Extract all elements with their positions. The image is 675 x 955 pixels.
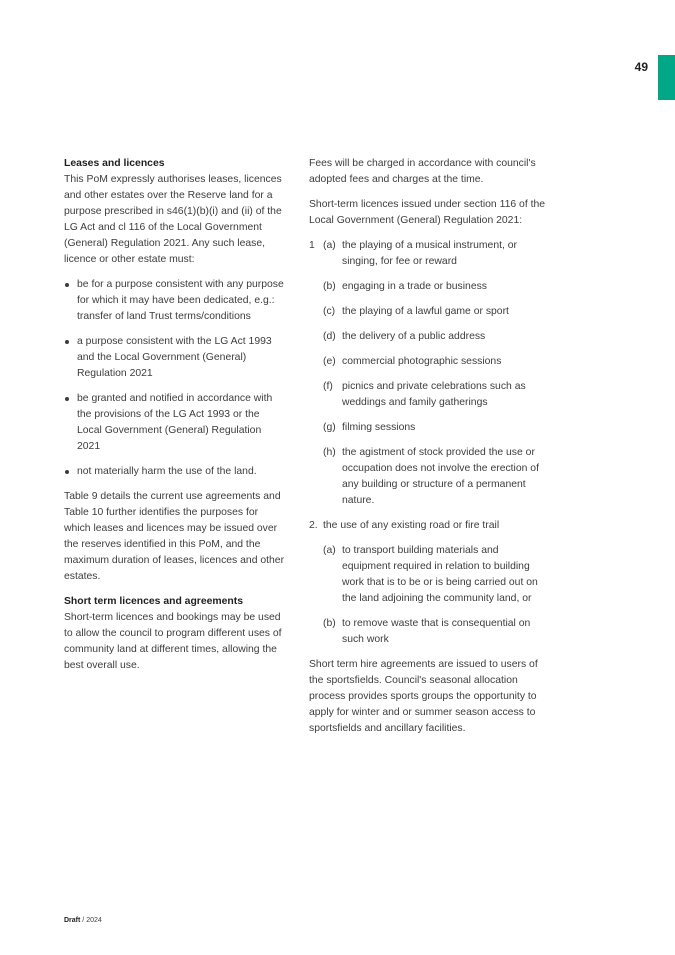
item-text: commercial photographic sessions bbox=[342, 356, 502, 367]
bullet-icon bbox=[65, 397, 69, 401]
item-label: (d) bbox=[323, 331, 336, 342]
item-text: the playing of a musical instrument, or singing, for fee or reward bbox=[342, 240, 517, 267]
item-text: to transport building materials and equipment required in relation to building work that is to be or is being carried out on the land adjoining the community land, or bbox=[342, 545, 538, 604]
leases-heading: Leases and licences bbox=[64, 158, 165, 169]
list-item bbox=[309, 329, 549, 345]
item-label: (g) bbox=[323, 422, 336, 433]
item-label: (a) bbox=[323, 545, 336, 556]
item-text: engaging in a trade or business bbox=[342, 281, 487, 292]
short-term-paragraph: Short-term licences and bookings may be used to allow the council to program different uses of community land at different times, allowing the best overall use. bbox=[64, 612, 282, 671]
list-item bbox=[309, 543, 549, 607]
bullet-icon bbox=[65, 283, 69, 287]
leases-intro: This PoM expressly authorises leases, licences and other estates over the Reserve land for a purpose prescribed in s46(1)(b)(i) and (ii) of the LG Act and cl 116 of the Local Government (General) Regulation 2021. Any such lease, licence or other estate must: bbox=[64, 174, 282, 265]
item-label: (c) bbox=[323, 306, 336, 317]
list-item bbox=[64, 334, 286, 382]
fees-paragraph: Fees will be charged in accordance with council's adopted fees and charges at the time. bbox=[309, 158, 536, 185]
item-number: 2. bbox=[309, 520, 318, 531]
footer bbox=[64, 917, 102, 924]
item-text: to remove waste that is consequential on such work bbox=[342, 618, 531, 645]
list-item-text: a purpose consistent with the LG Act 1993 and the Local Government (General) Regulation 2021 bbox=[77, 336, 272, 379]
table-reference-paragraph: Table 9 details the current use agreements and Table 10 further identifies the purposes for which leases and licences may be issued over the reserves identified in this PoM, and the maximum duration of leases, licences and other estates. bbox=[64, 491, 285, 582]
item-label: (a) bbox=[323, 240, 336, 251]
bullet-icon bbox=[65, 470, 69, 474]
item-text: the use of any existing road or fire trail bbox=[323, 520, 500, 531]
list-item bbox=[309, 518, 549, 534]
short-term-heading: Short term licences and agreements bbox=[64, 596, 244, 607]
item-text: the agistment of stock provided the use or occupation does not involve the erection of any building or structure of a permanent nature. bbox=[342, 447, 539, 506]
item-label: (b) bbox=[323, 281, 336, 292]
right-column bbox=[309, 156, 549, 737]
page-number: 49 bbox=[634, 60, 648, 74]
lease-conditions-list bbox=[64, 277, 286, 480]
list-item bbox=[309, 238, 549, 270]
list-item bbox=[64, 464, 286, 480]
list-item bbox=[309, 616, 549, 648]
item-text: picnics and private celebrations such as weddings and family gatherings bbox=[342, 381, 526, 408]
list-item bbox=[64, 277, 286, 325]
item-label: (e) bbox=[323, 356, 336, 367]
list-item-text: not materially harm the use of the land. bbox=[77, 466, 257, 477]
list-item bbox=[309, 379, 549, 411]
hire-agreements-paragraph: Short term hire agreements are issued to users of the sportsfields. Council's seasonal allocation process provides sports groups the opportunity to apply for winter and or summer season access to sportsfields and ancillary facilities. bbox=[309, 659, 538, 734]
list-item bbox=[309, 420, 549, 436]
left-column bbox=[64, 156, 286, 674]
bullet-icon bbox=[65, 340, 69, 344]
issued-licences-paragraph: Short-term licences issued under section 116 of the Local Government (General) Regulation 2021: bbox=[309, 199, 546, 226]
footer-status: Draft bbox=[64, 917, 81, 924]
list-item bbox=[309, 279, 549, 295]
list-item bbox=[309, 445, 549, 509]
item-text: the playing of a lawful game or sport bbox=[342, 306, 509, 317]
footer-year: 2024 bbox=[86, 917, 102, 924]
list-item-text: be granted and notified in accordance with the provisions of the LG Act 1993 or the Local Government (General) Regulation 2021 bbox=[77, 393, 273, 452]
item-text: filming sessions bbox=[342, 422, 416, 433]
page-accent-tab bbox=[658, 55, 675, 100]
item-label: (h) bbox=[323, 447, 336, 458]
item-text: the delivery of a public address bbox=[342, 331, 486, 342]
list-item bbox=[64, 391, 286, 455]
item-label: (b) bbox=[323, 618, 336, 629]
list-item-text: be for a purpose consistent with any purpose for which it may have been dedicated, e.g.: transfer of land Trust terms/conditions bbox=[77, 279, 284, 322]
list-item bbox=[309, 354, 549, 370]
item-label: (f) bbox=[323, 381, 333, 392]
list-item bbox=[309, 304, 549, 320]
footer-separator: / bbox=[80, 917, 87, 924]
item-number: 1 bbox=[309, 240, 315, 251]
